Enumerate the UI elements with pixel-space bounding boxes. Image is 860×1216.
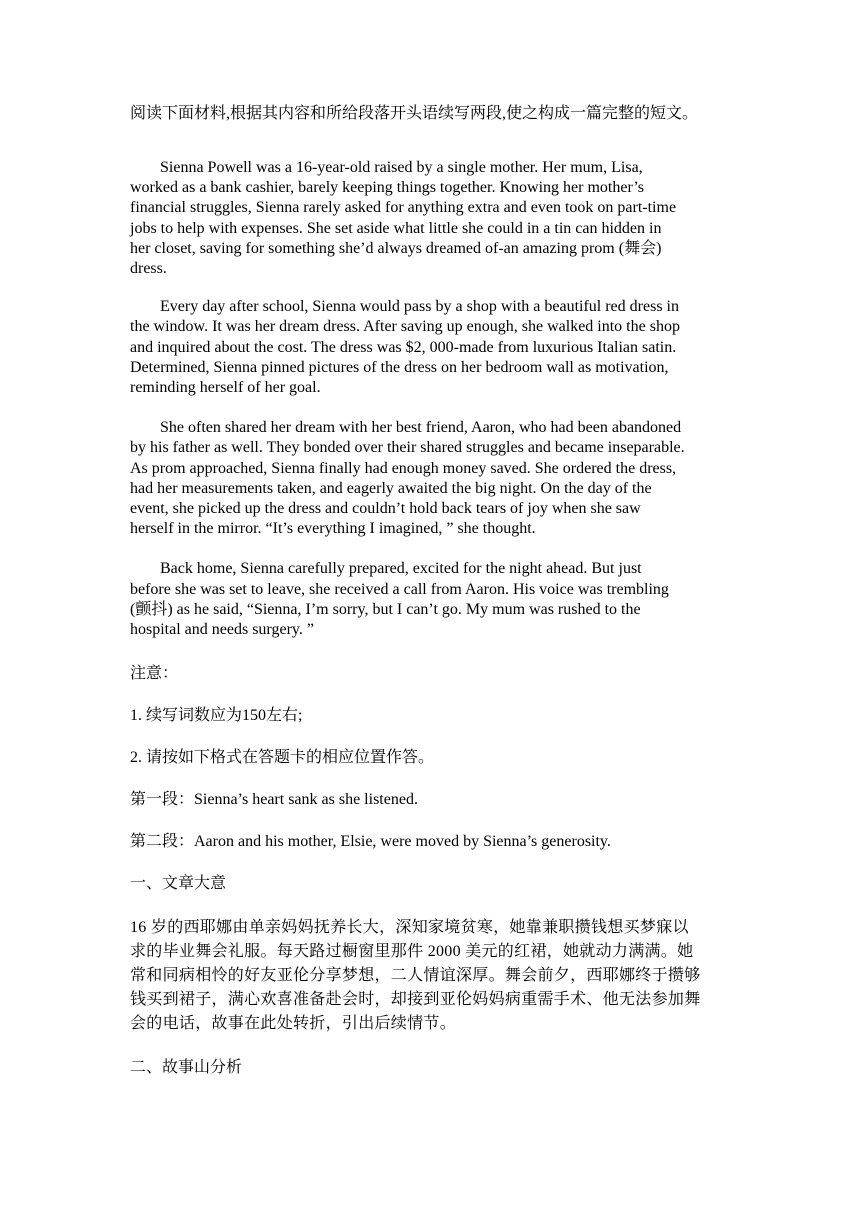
paragraph-line: the window. It was her dream dress. After saving up enough, she walked into the shop (130, 318, 680, 336)
summary-line: 会的电话，故事在此处转折，引出后续情节。 (130, 1015, 457, 1033)
summary-line: 常和同病相怜的好友亚伦分享梦想，二人情谊深厚。舞会前夕，西耶娜终于攒够 (130, 967, 701, 985)
paragraph-line: As prom approached, Sienna finally had enough money saved. She ordered the dress, (130, 459, 677, 477)
paragraph-line: reminding herself of her goal. (130, 379, 321, 397)
paragraph-line: She often shared her dream with her best friend, Aaron, who had been abandoned (160, 419, 682, 437)
paragraph-line: and inquired about the cost. The dress was $2, 000-made from luxurious Italian satin. (130, 338, 677, 356)
paragraph-line: Sienna Powell was a 16-year-old raised by a single mother. Her mum, Lisa, (160, 159, 643, 176)
paragraph-line: (颤抖) as he said, “Sienna, I’m sorry, but I can’t go. My mum was rushed to the (130, 600, 641, 618)
paragraph-line: financial struggles, Sienna rarely asked for anything extra and even took on part-time (130, 199, 677, 217)
section-heading-story-mountain: 二、故事山分析 (130, 1059, 243, 1077)
story-paragraph-3 (130, 418, 740, 539)
paragraph-line: her closet, saving for something she’d always dreamed of-an amazing prom (舞会) (130, 239, 662, 257)
paragraph-line: hospital and needs surgery. ” (130, 621, 314, 639)
paragraph-line: worked as a bank cashier, barely keeping things together. Knowing her mother’s (130, 179, 645, 197)
note-item-word-count: 1. 续写词数应为150左右; (130, 707, 303, 725)
paragraph-line: dress. (130, 260, 167, 278)
story-paragraph-1 (130, 158, 740, 279)
paragraph-line: Every day after school, Sienna would pass by a shop with a beautiful red dress in (160, 298, 679, 316)
paragraph-line: Determined, Sienna pinned pictures of the dress on her bedroom wall as motivation, (130, 358, 669, 376)
paragraph-line: jobs to help with expenses. She set aside what little she could in a tin can hidden in (130, 219, 662, 237)
story-paragraph-4 (130, 559, 740, 640)
paragraph-line: before she was set to leave, she received a call from Aaron. His voice was trembling (130, 580, 669, 598)
summary-line: 钱买到裙子，满心欢喜准备赴会时，却接到亚伦妈妈病重需手术、他无法参加舞 (130, 991, 701, 1009)
summary-line: 求的毕业舞会礼服。每天路过橱窗里那件 2000 美元的红裙，她就动力满满。她 (130, 943, 694, 961)
paragraph-line: by his father as well. They bonded over their shared struggles and became inseparable. (130, 439, 685, 457)
summary-line: 16 岁的西耶娜由单亲妈妈抚养长大，深知家境贫寒，她靠兼职攒钱想买梦寐以 (130, 919, 689, 937)
paragraph-line: Back home, Sienna carefully prepared, excited for the night ahead. But just (160, 560, 642, 578)
paragraph-line: herself in the mirror. “It’s everything I imagined, ” she thought. (130, 520, 536, 538)
paragraph-line: event, she picked up the dress and couldn’t hold back tears of joy when she saw (130, 500, 641, 518)
paragraph-1-opening: 第一段：Sienna’s heart sank as she listened. (130, 791, 418, 809)
paragraph-line: had her measurements taken, and eagerly awaited the big night. On the day of the (130, 479, 652, 497)
paragraph-2-opening: 第二段：Aaron and his mother, Elsie, were moved by Sienna’s generosity. (130, 833, 611, 851)
section-heading-summary: 一、文章大意 (130, 875, 227, 893)
task-instruction: 阅读下面材料,根据其内容和所给段落开头语续写两段,使之构成一篇完整的短文。 (130, 105, 699, 122)
notes-heading: 注意： (130, 665, 179, 683)
document-page (130, 104, 740, 1078)
summary-paragraph (130, 916, 740, 1036)
story-paragraph-2 (130, 297, 740, 398)
note-item-answer-format: 2. 请按如下格式在答题卡的相应位置作答。 (130, 749, 435, 767)
